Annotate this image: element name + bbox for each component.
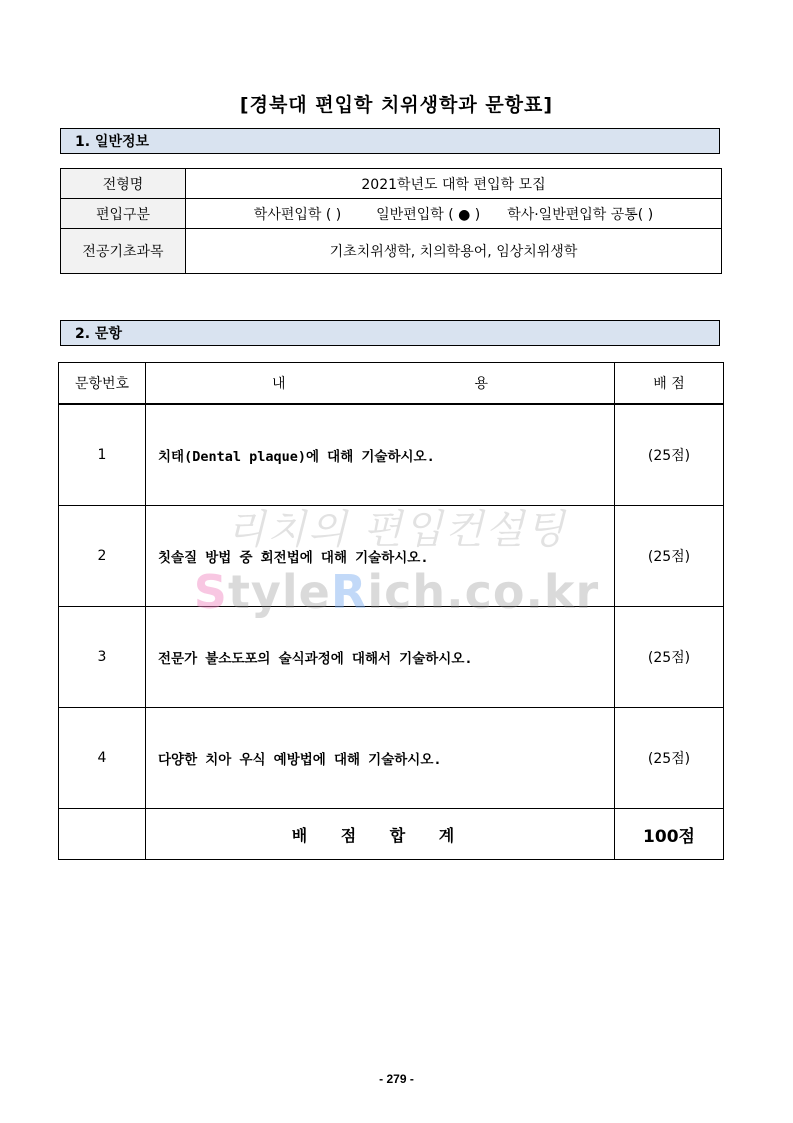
question-score: (25점) [615,708,724,809]
question-score: (25점) [615,607,724,708]
info-label: 편입구분 [61,199,186,229]
total-label: 배 점 합 계 [146,809,615,860]
header-content-right: 용 [474,376,488,392]
section-general-info-heading: 1. 일반정보 [60,128,720,154]
general-info-table [60,168,722,274]
watermark-url-part: S [193,565,228,619]
question-row [59,404,724,506]
questions-header-row [59,363,724,405]
question-content: 전문가 불소도포의 술식과정에 대해서 기술하시오. [146,607,615,708]
header-number: 문항번호 [59,363,146,405]
watermark-url-part: R [330,565,368,619]
question-content: 칫솔질 방법 중 회전법에 대해 기술하시오. [146,506,615,607]
header-score: 배 점 [615,363,724,405]
transfer-option-common: 학사·일반편입학 공통( ) [507,206,654,223]
question-row [59,607,724,708]
info-value: 2021학년도 대학 편입학 모집 [186,169,722,199]
question-number: 4 [59,708,146,809]
question-number: 1 [59,404,146,506]
question-score: (25점) [615,404,724,506]
info-value: 기초치위생학, 치의학용어, 임상치위생학 [186,229,722,274]
question-number: 2 [59,506,146,607]
header-content [146,363,615,405]
section-questions-heading: 2. 문항 [60,320,720,346]
question-content: 다양한 치아 우식 예방법에 대해 기술하시오. [146,708,615,809]
total-row [59,809,724,860]
info-row-major-subjects [61,229,722,274]
info-row-exam-name [61,169,722,199]
watermark-url-part: ich.co.kr [367,565,600,619]
page-number: - 279 - [379,1072,414,1086]
info-label: 전형명 [61,169,186,199]
question-score: (25점) [615,506,724,607]
question-number: 3 [59,607,146,708]
watermark-url-part: tyle [227,565,331,619]
transfer-option-bachelor: 학사편입학 ( ) [253,206,342,223]
info-value [186,199,722,229]
questions-table [58,362,724,860]
info-row-transfer-type [61,199,722,229]
question-row [59,708,724,809]
watermark-text: 리치의 편입컨설팅 [226,507,567,553]
transfer-option-general: 일반편입학 ( ● ) [376,206,481,223]
total-empty-cell [59,809,146,860]
info-label: 전공기초과목 [61,229,186,274]
header-content-left: 내 [272,376,286,392]
document-title: [경북대 편입학 치위생학과 문항표] [239,94,554,116]
total-value: 100점 [615,809,724,860]
question-content: 치태(Dental plaque)에 대해 기술하시오. [146,404,615,506]
question-row [59,506,724,607]
